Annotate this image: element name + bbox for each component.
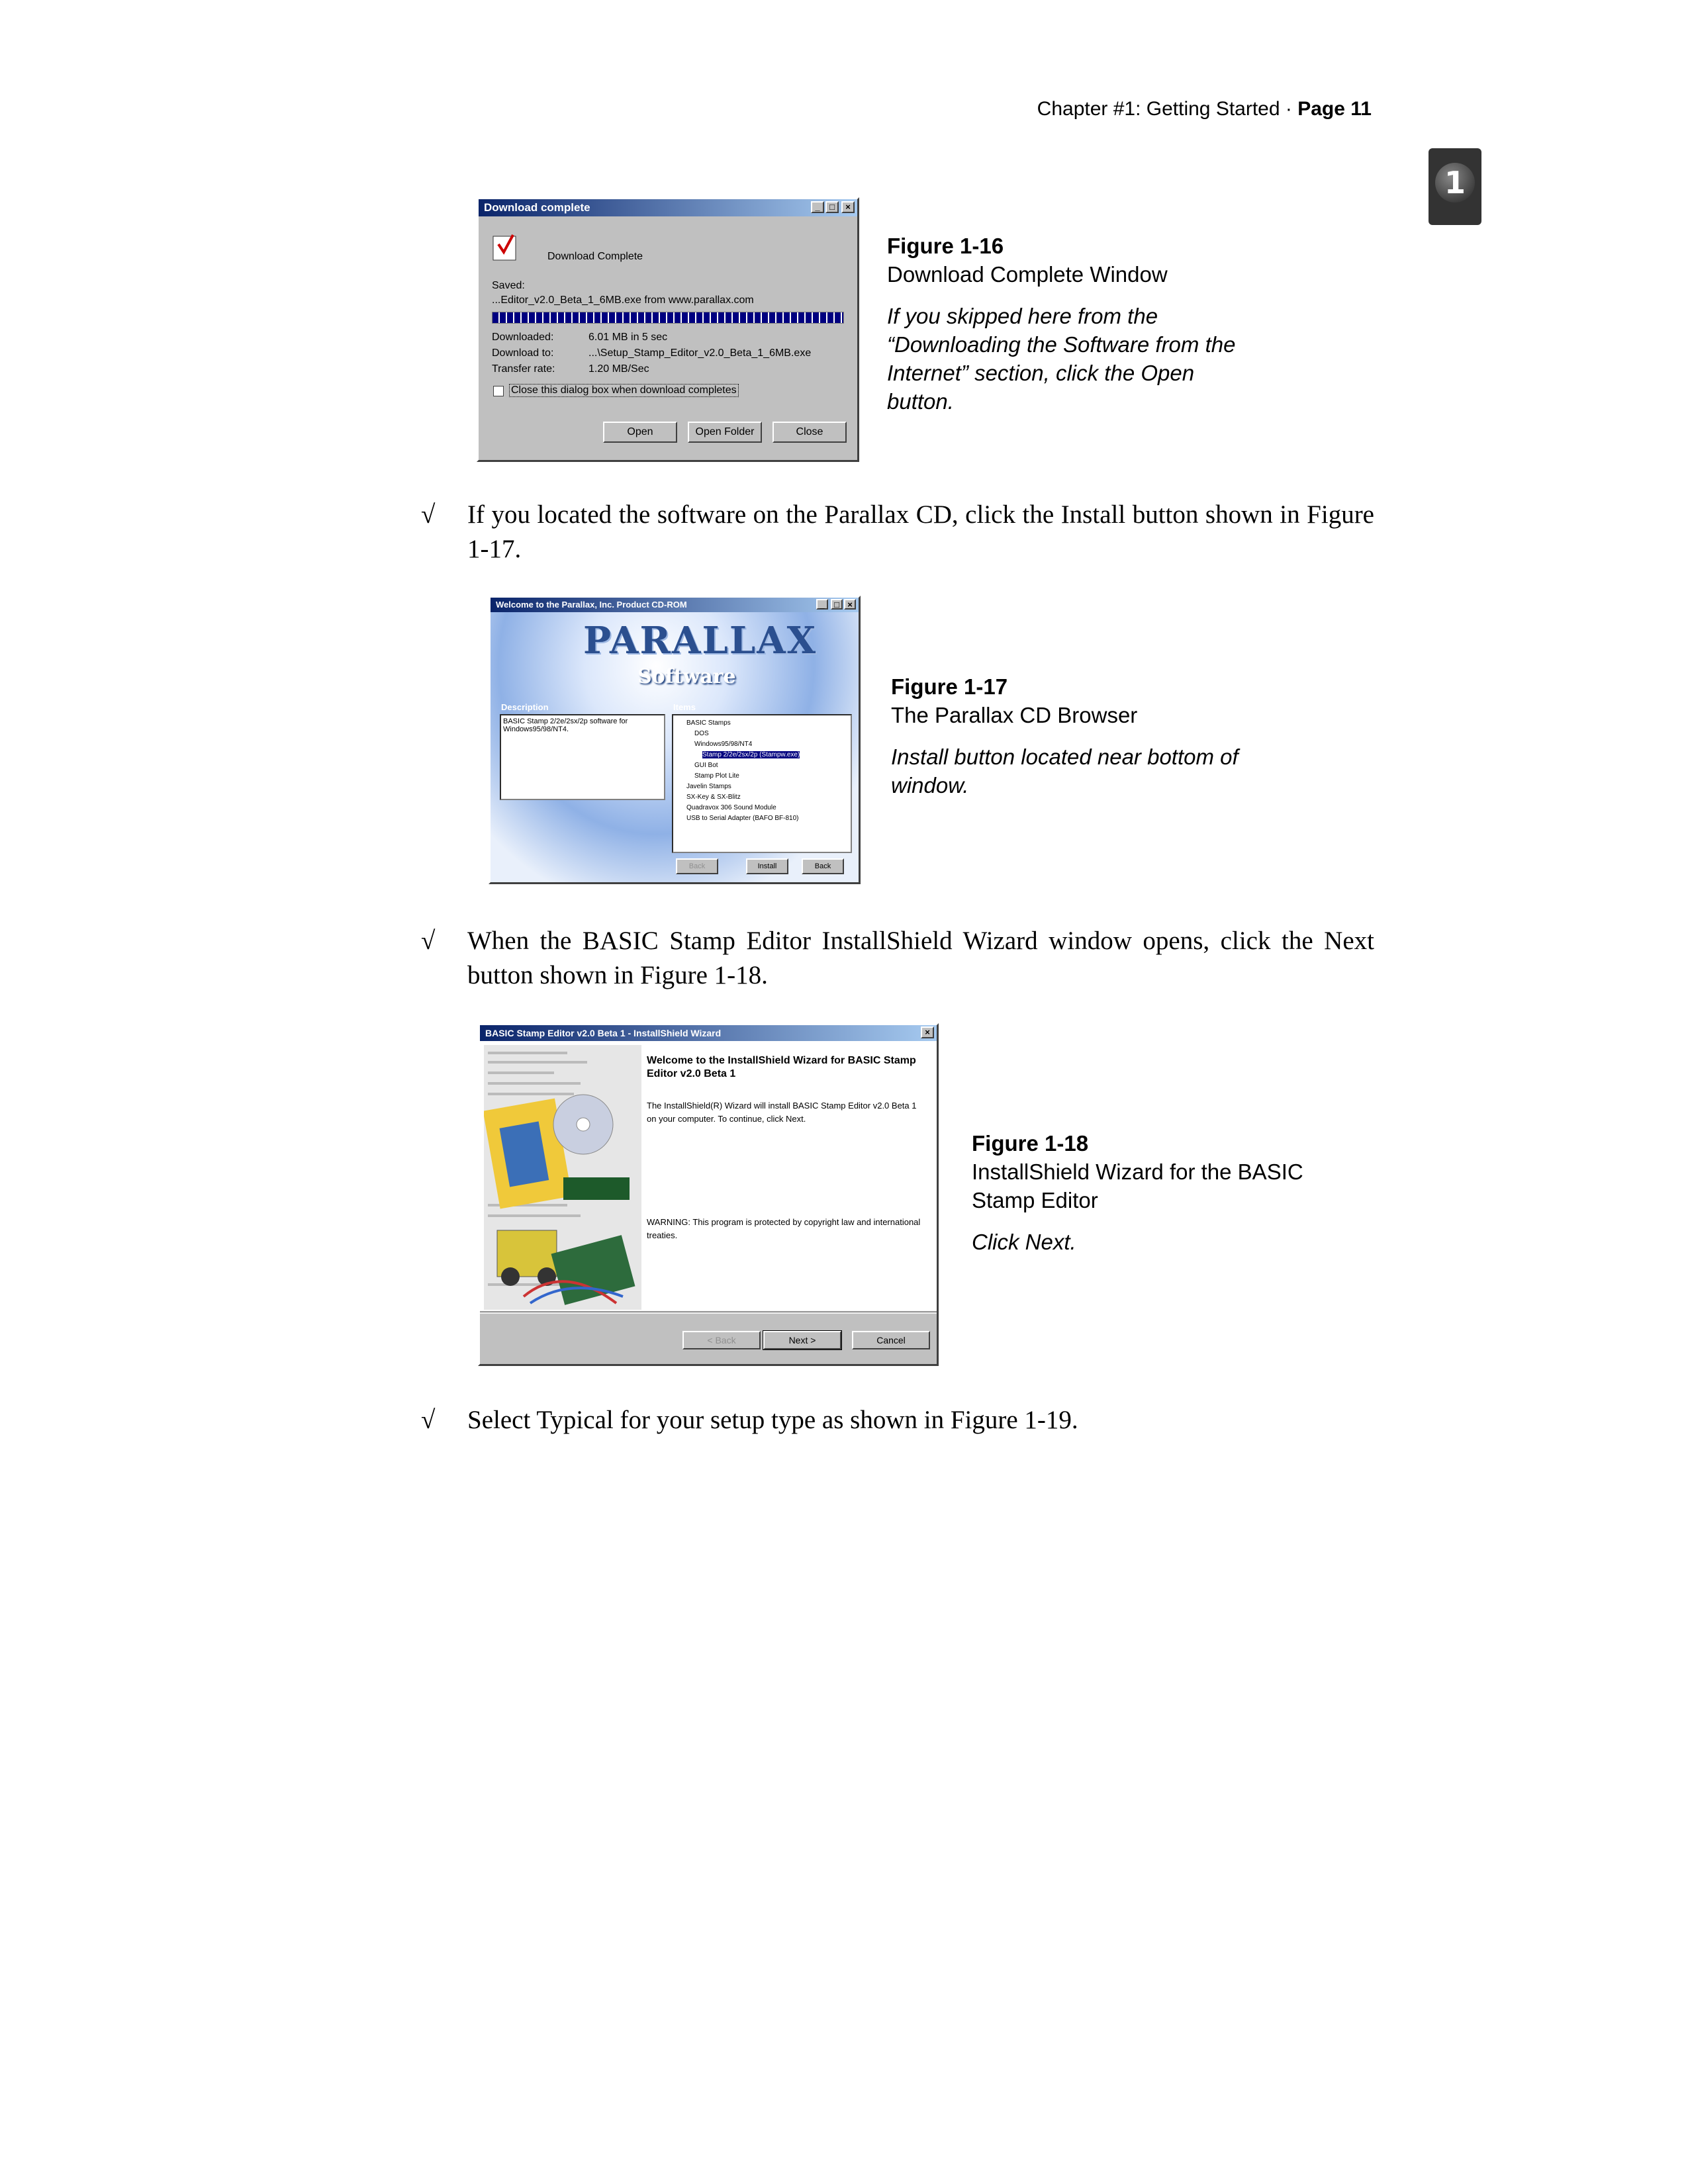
wizard-heading: Welcome to the InstallShield Wizard for BASIC Stamp Editor v2.0 Beta 1 bbox=[647, 1055, 916, 1079]
figure-18-note: Click Next. bbox=[972, 1230, 1076, 1254]
download-icon bbox=[491, 231, 520, 263]
header-separator: · bbox=[1285, 98, 1292, 120]
downloaded-label: Downloaded: bbox=[492, 332, 554, 343]
tree-item[interactable]: GUI Bot bbox=[694, 762, 718, 769]
installshield-title: BASIC Stamp Editor v2.0 Beta 1 - InstallShield Wizard bbox=[485, 1028, 722, 1038]
minimize-button[interactable]: _ bbox=[811, 201, 824, 213]
installshield-titlebar bbox=[480, 1025, 937, 1041]
tree-item[interactable]: DOS bbox=[694, 730, 709, 737]
maximize-button[interactable]: □ bbox=[825, 201, 839, 213]
items-label: Items bbox=[673, 702, 696, 712]
chapter-tab bbox=[1429, 148, 1481, 225]
page-number: Page 11 bbox=[1297, 98, 1372, 120]
rate-value: 1.20 MB/Sec bbox=[588, 363, 649, 375]
check-mark: √ bbox=[421, 500, 436, 529]
minimize-button[interactable]: _ bbox=[816, 599, 828, 610]
progress-fill bbox=[492, 312, 843, 323]
figure-17-caption bbox=[891, 672, 1262, 799]
figure-17-note: Install button located near bottom of window. bbox=[891, 745, 1239, 797]
figure-18-label: Figure 1-18 bbox=[972, 1131, 1089, 1156]
wizard-side-image bbox=[484, 1045, 641, 1310]
back-button[interactable]: < Back bbox=[682, 1331, 761, 1349]
tree-item[interactable]: Javelin Stamps bbox=[686, 783, 731, 790]
figure-18-caption bbox=[972, 1129, 1342, 1256]
maximize-button[interactable]: □ bbox=[831, 599, 843, 610]
instruction-2 bbox=[421, 924, 1381, 997]
tree-item[interactable]: SX-Key & SX-Blitz bbox=[686, 794, 741, 801]
wizard-divider bbox=[480, 1311, 937, 1314]
wizard-warning: WARNING: This program is protected by copyright law and international treaties. bbox=[647, 1217, 921, 1240]
page-header bbox=[662, 98, 1372, 120]
instruction-2-text: When the BASIC Stamp Editor InstallShield Wizard window opens, click the Next button shown in Figure 1-18. bbox=[467, 927, 1374, 989]
progress-bar bbox=[492, 312, 844, 324]
saved-label: Saved: bbox=[492, 280, 525, 291]
download-heading: Download Complete bbox=[547, 251, 643, 262]
window-title: Download complete bbox=[484, 201, 590, 214]
checkbox-label: Close this dialog box when download completes bbox=[509, 384, 739, 397]
exit-button[interactable]: Back bbox=[802, 858, 844, 874]
back-button[interactable]: Back bbox=[676, 858, 718, 874]
tree-item[interactable]: BASIC Stamps bbox=[686, 719, 731, 727]
figure-17-label: Figure 1-17 bbox=[891, 674, 1008, 699]
software-heading: Software bbox=[637, 665, 736, 688]
next-button[interactable]: Next > bbox=[763, 1331, 841, 1349]
parallax-logo: PARALLAX bbox=[583, 619, 818, 662]
rate-label: Transfer rate: bbox=[492, 363, 555, 375]
description-text: BASIC Stamp 2/2e/2sx/2p software for Windows95/98/NT4. bbox=[503, 717, 628, 733]
tree-item-selected[interactable]: Stamp 2/2e/2sx/2p (Stampw.exe) bbox=[702, 751, 800, 758]
downloaded-value: 6.01 MB in 5 sec bbox=[588, 332, 668, 343]
wizard-body-text: The InstallShield(R) Wizard will install BASIC Stamp Editor v2.0 Beta 1 on your computer. To continue, click Next. bbox=[647, 1101, 917, 1124]
install-button[interactable]: Install bbox=[746, 858, 788, 874]
close-on-complete-checkbox[interactable] bbox=[493, 386, 504, 396]
figure-16-note: If you skipped here from the “Downloading the Software from the Internet” section, click the Open button. bbox=[887, 304, 1236, 414]
figure-17-title: The Parallax CD Browser bbox=[891, 703, 1138, 727]
download-complete-window bbox=[477, 197, 859, 462]
chapter-number: 1 bbox=[1435, 163, 1475, 203]
close-button[interactable]: Close bbox=[773, 422, 847, 443]
close-x-button[interactable]: × bbox=[921, 1026, 934, 1038]
tree-item[interactable]: Quadravox 306 Sound Module bbox=[686, 804, 776, 811]
cd-browser-window bbox=[489, 596, 861, 884]
figure-16-caption bbox=[887, 232, 1258, 416]
cancel-button[interactable]: Cancel bbox=[852, 1331, 930, 1349]
open-button[interactable]: Open bbox=[603, 422, 677, 443]
saved-value: ...Editor_v2.0_Beta_1_6MB.exe from www.parallax.com bbox=[492, 295, 754, 306]
close-x-button[interactable]: × bbox=[841, 201, 855, 213]
description-box bbox=[500, 714, 665, 800]
cd-window-title: Welcome to the Parallax, Inc. Product CD-ROM bbox=[496, 600, 687, 610]
instruction-1-text: If you located the software on the Parallax CD, click the Install button shown in Figure 1-17. bbox=[467, 500, 1374, 563]
window-titlebar bbox=[479, 199, 857, 216]
description-label: Description bbox=[501, 702, 549, 712]
check-mark: √ bbox=[421, 927, 436, 955]
tree-item[interactable]: Stamp Plot Lite bbox=[694, 772, 739, 780]
instruction-3-text: Select Typical for your setup type as shown in Figure 1-19. bbox=[467, 1406, 1078, 1434]
download-to-label: Download to: bbox=[492, 347, 554, 359]
figure-16-title: Download Complete Window bbox=[887, 262, 1168, 287]
tree-item[interactable]: USB to Serial Adapter (BAFO BF-810) bbox=[686, 815, 799, 822]
chapter-title: Chapter #1: Getting Started bbox=[1037, 98, 1280, 120]
instruction-1 bbox=[421, 498, 1381, 570]
close-x-button[interactable]: × bbox=[844, 599, 856, 610]
installshield-window bbox=[478, 1023, 939, 1366]
figure-16-label: Figure 1-16 bbox=[887, 234, 1004, 258]
check-mark: √ bbox=[421, 1406, 436, 1434]
items-tree[interactable] bbox=[672, 714, 852, 853]
open-folder-button[interactable]: Open Folder bbox=[688, 422, 762, 443]
instruction-3 bbox=[421, 1403, 1381, 1443]
figure-18-title: InstallShield Wizard for the BASIC Stamp Editor bbox=[972, 1160, 1303, 1212]
cd-window-titlebar bbox=[491, 598, 859, 612]
tree-item[interactable]: Windows95/98/NT4 bbox=[694, 741, 753, 748]
download-to-value: ...\Setup_Stamp_Editor_v2.0_Beta_1_6MB.exe bbox=[588, 347, 812, 359]
